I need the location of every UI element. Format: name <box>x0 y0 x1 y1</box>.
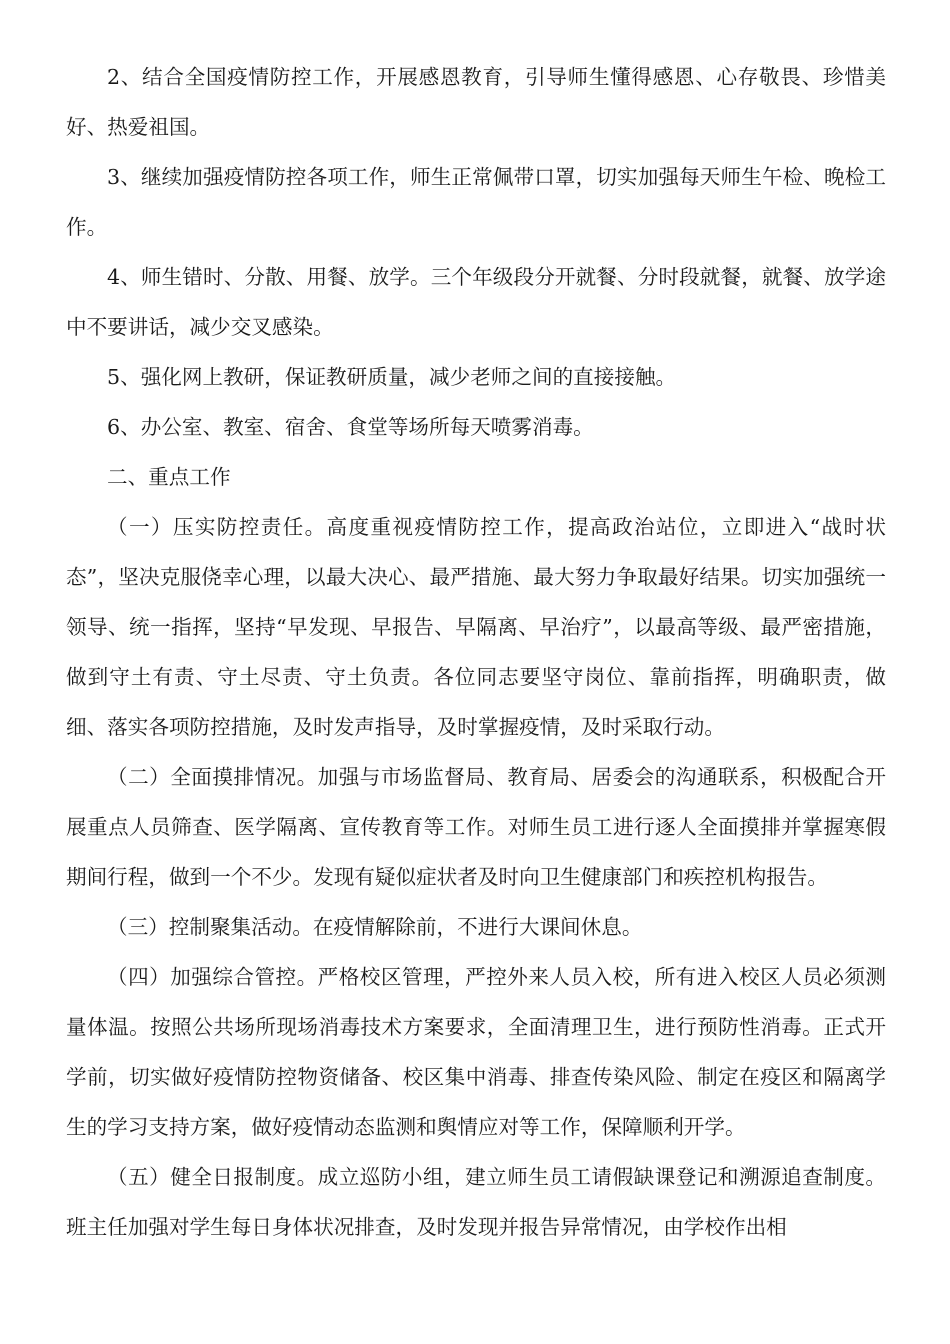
key-task-4: （四）加强综合管控。严格校区管理，严控外来人员入校，所有进入校区人员必须测量体温。按照公共场所现场消毒技术方案要求，全面清理卫生，进行预防性消毒。正式开学前，切实做好疫情防控物资储备、校区集中消毒、排查传染风险、制定在疫区和隔离学生的学习支持方案，做好疫情动态监测和舆情应对等工作，保障顺利开学。 <box>66 965 886 1139</box>
paragraph-item-6: 6、办公室、教室、宿舍、食堂等场所每天喷雾消毒。 <box>107 415 594 439</box>
section-heading: 二、重点工作 <box>107 465 231 489</box>
paragraph-item-4: 4、师生错时、分散、用餐、放学。三个年级段分开就餐、分时段就餐，就餐、放学途中不要讲话，减少交叉感染。 <box>66 265 886 339</box>
key-task-2: （二）全面摸排情况。加强与市场监督局、教育局、居委会的沟通联系，积极配合开展重点人员筛查、医学隔离、宣传教育等工作。对师生员工进行逐人全面摸排并掌握寒假期间行程，做到一个不少。发现有疑似症状者及时向卫生健康部门和疾控机构报告。 <box>66 765 886 889</box>
paragraph-item-5: 5、强化网上教研，保证教研质量，减少老师之间的直接接触。 <box>107 365 677 389</box>
key-task-1: （一）压实防控责任。高度重视疫情防控工作，提高政治站位，立即进入“战时状态”，坚决克服侥幸心理，以最大决心、最严措施、最大努力争取最好结果。切实加强统一领导、统一指挥，坚持“早发现、早报告、早隔离、早治疗”，以最高等级、最严密措施，做到守土有责、守土尽责、守土负责。各位同志要坚守岗位、靠前指挥，明确职责，做细、落实各项防控措施，及时发声指导，及时掌握疫情，及时采取行动。 <box>66 515 886 739</box>
document-page <box>66 52 886 1252</box>
key-task-3: （三）控制聚集活动。在疫情解除前，不进行大课间休息。 <box>107 915 643 939</box>
paragraph-item-3: 3、继续加强疫情防控各项工作，师生正常佩带口罩，切实加强每天师生午检、晚检工作。 <box>66 165 886 239</box>
paragraph-item-2: 2、结合全国疫情防控工作，开展感恩教育，引导师生懂得感恩、心存敬畏、珍惜美好、热爱祖国。 <box>66 65 886 139</box>
key-task-5: （五）健全日报制度。成立巡防小组，建立师生员工请假缺课登记和溯源追查制度。班主任加强对学生每日身体状况排查，及时发现并报告异常情况，由学校作出相 <box>66 1165 886 1239</box>
